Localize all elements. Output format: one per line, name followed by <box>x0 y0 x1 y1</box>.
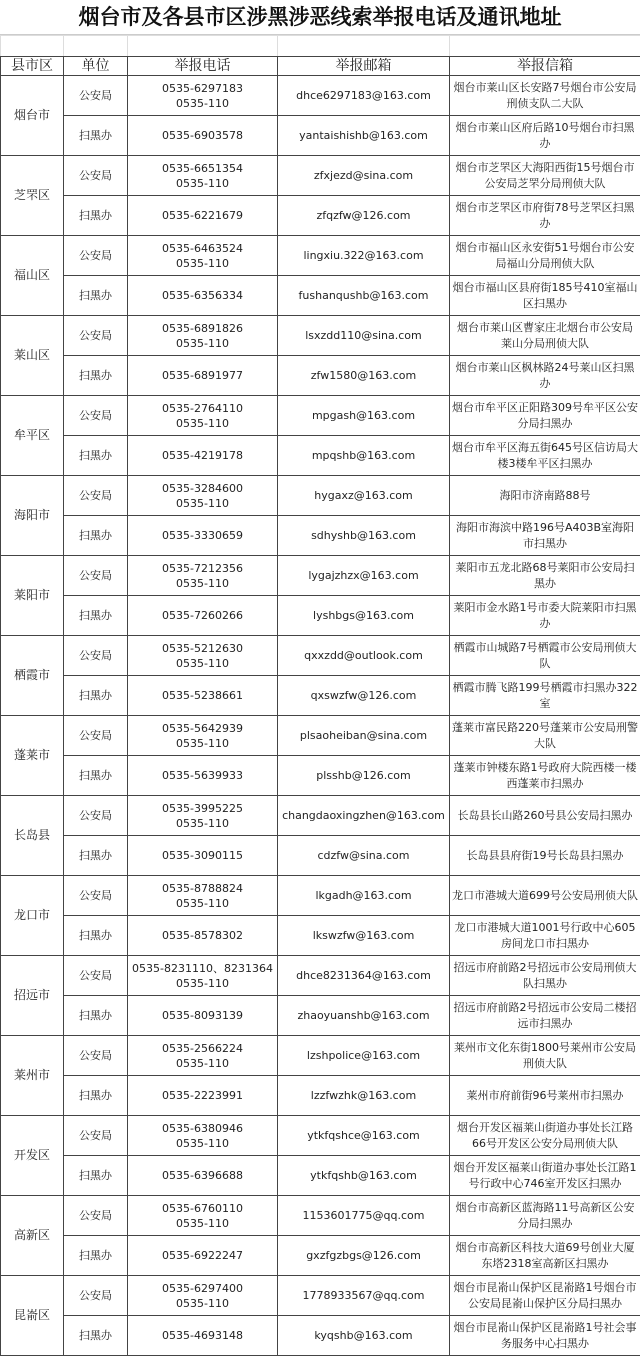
county-cell: 开发区 <box>1 1116 64 1196</box>
phone-number[interactable]: 0535-6356334 <box>130 288 275 303</box>
phone-number[interactable]: 0535-110 <box>130 1136 275 1151</box>
phone-number[interactable]: 0535-110 <box>130 256 275 271</box>
phone-number[interactable]: 0535-6891826 <box>130 321 275 336</box>
unit-cell: 公安局 <box>64 316 128 356</box>
address-cell: 烟台市高新区科技大道69号创业大厦东塔2318室高新区扫黑办 <box>450 1236 640 1276</box>
phone-number[interactable]: 0535-7212356 <box>130 561 275 576</box>
phone-number[interactable]: 0535-5238661 <box>130 688 275 703</box>
email-cell[interactable]: qxswzfw@126.com <box>278 676 450 716</box>
phone-cell <box>128 796 278 836</box>
county-cell: 昆嵛区 <box>1 1276 64 1356</box>
county-cell: 莱州市 <box>1 1036 64 1116</box>
address-cell: 烟台市莱山区枫林路24号莱山区扫黑办 <box>450 356 640 396</box>
email-cell[interactable]: plsaoheiban@sina.com <box>278 716 450 756</box>
phone-cell <box>128 1236 278 1276</box>
unit-cell: 公安局 <box>64 636 128 676</box>
phone-cell <box>128 956 278 996</box>
county-cell: 蓬莱市 <box>1 716 64 796</box>
address-cell: 烟台开发区福莱山街道办事处长江路1号行政中心746室开发区扫黑办 <box>450 1156 640 1196</box>
email-cell[interactable]: zfw1580@163.com <box>278 356 450 396</box>
table-row <box>1 756 640 796</box>
email-cell[interactable]: lyshbgs@163.com <box>278 596 450 636</box>
address-cell: 龙口市港城大道1001号行政中心605房间龙口市扫黑办 <box>450 916 640 956</box>
table-row <box>1 236 640 276</box>
table-row <box>1 196 640 236</box>
phone-cell <box>128 1076 278 1116</box>
unit-cell: 公安局 <box>64 1116 128 1156</box>
phone-number[interactable]: 0535-5639933 <box>130 768 275 783</box>
county-cell: 福山区 <box>1 236 64 316</box>
email-cell[interactable]: hygaxz@163.com <box>278 476 450 516</box>
phone-number[interactable]: 0535-110 <box>130 176 275 191</box>
address-cell: 烟台市牟平区正阳路309号牟平区公安分局扫黑办 <box>450 396 640 436</box>
email-cell[interactable]: sdhyshb@163.com <box>278 516 450 556</box>
phone-cell <box>128 916 278 956</box>
table-row <box>1 556 640 596</box>
table-row <box>1 916 640 956</box>
table-row <box>1 956 640 996</box>
unit-cell: 扫黑办 <box>64 1076 128 1116</box>
phone-number[interactable]: 0535-110 <box>130 736 275 751</box>
unit-cell: 公安局 <box>64 396 128 436</box>
phone-cell <box>128 156 278 196</box>
address-cell: 烟台市昆嵛山保护区昆嵛路1号烟台市公安局昆嵛山保护区分局扫黑办 <box>450 1276 640 1316</box>
table-row <box>1 316 640 356</box>
phone-number[interactable]: 0535-5642939 <box>130 721 275 736</box>
table-row <box>1 676 640 716</box>
phone-cell <box>128 516 278 556</box>
table-row <box>1 1236 640 1276</box>
table-row <box>1 1316 640 1356</box>
phone-number[interactable]: 0535-110 <box>130 656 275 671</box>
phone-number[interactable]: 0535-6891977 <box>130 368 275 383</box>
email-cell[interactable]: lzshpolice@163.com <box>278 1036 450 1076</box>
table-row <box>1 476 640 516</box>
email-cell[interactable]: ytkfqshce@163.com <box>278 1116 450 1156</box>
unit-cell: 扫黑办 <box>64 516 128 556</box>
phone-cell <box>128 1276 278 1316</box>
phone-number[interactable]: 0535-110 <box>130 1296 275 1311</box>
phone-cell <box>128 476 278 516</box>
unit-cell: 公安局 <box>64 796 128 836</box>
email-cell[interactable]: 1778933567@qq.com <box>278 1276 450 1316</box>
email-cell[interactable]: zhaoyuanshb@163.com <box>278 996 450 1036</box>
phone-number[interactable]: 0535-110 <box>130 1056 275 1071</box>
unit-cell: 公安局 <box>64 956 128 996</box>
email-cell[interactable]: mpgash@163.com <box>278 396 450 436</box>
phone-number[interactable]: 0535-6922247 <box>130 1248 275 1263</box>
phone-number[interactable]: 0535-8578302 <box>130 928 275 943</box>
phone-number[interactable]: 0535-3284600 <box>130 481 275 496</box>
table-row <box>1 396 640 436</box>
email-cell[interactable]: mpqshb@163.com <box>278 436 450 476</box>
phone-number[interactable]: 0535-6221679 <box>130 208 275 223</box>
phone-number[interactable]: 0535-2764110 <box>130 401 275 416</box>
address-cell: 烟台市高新区蓝海路11号高新区公安分局扫黑办 <box>450 1196 640 1236</box>
phone-cell <box>128 116 278 156</box>
address-cell: 栖霞市腾飞路199号栖霞市扫黑办322室 <box>450 676 640 716</box>
phone-cell <box>128 236 278 276</box>
phone-cell <box>128 636 278 676</box>
table-row <box>1 1276 640 1316</box>
phone-cell <box>128 396 278 436</box>
unit-cell: 扫黑办 <box>64 916 128 956</box>
table-row <box>1 796 640 836</box>
header-county: 县市区 <box>1 57 64 76</box>
address-cell: 招远市府前路2号招远市公安局二楼招远市扫黑办 <box>450 996 640 1036</box>
email-cell[interactable]: plsshb@126.com <box>278 756 450 796</box>
phone-cell <box>128 1036 278 1076</box>
county-cell: 招远市 <box>1 956 64 1036</box>
address-cell: 莱阳市五龙北路68号莱阳市公安局扫黑办 <box>450 556 640 596</box>
unit-cell: 扫黑办 <box>64 1236 128 1276</box>
address-cell: 龙口市港城大道699号公安局刑侦大队 <box>450 876 640 916</box>
address-cell: 蓬莱市富民路220号蓬莱市公安局刑警大队 <box>450 716 640 756</box>
phone-cell <box>128 436 278 476</box>
phone-cell <box>128 716 278 756</box>
unit-cell: 公安局 <box>64 1036 128 1076</box>
phone-number[interactable]: 0535-8093139 <box>130 1008 275 1023</box>
table-row <box>1 1156 640 1196</box>
email-cell[interactable]: yantaishishb@163.com <box>278 116 450 156</box>
email-cell[interactable]: qxxzdd@outlook.com <box>278 636 450 676</box>
email-cell[interactable]: lkswzfw@163.com <box>278 916 450 956</box>
address-cell: 栖霞市山城路7号栖霞市公安局刑侦大队 <box>450 636 640 676</box>
email-cell[interactable]: ytkfqshb@163.com <box>278 1156 450 1196</box>
email-cell[interactable]: changdaoxingzhen@163.com <box>278 796 450 836</box>
header-address: 举报信箱 <box>450 57 640 76</box>
page-title: 烟台市及各县市区涉黑涉恶线索举报电话及通讯地址 <box>0 0 640 35</box>
address-cell: 烟台开发区福莱山街道办事处长江路66号开发区公安分局刑侦大队 <box>450 1116 640 1156</box>
phone-number[interactable]: 0535-5212630 <box>130 641 275 656</box>
email-cell[interactable]: gxzfgzbgs@126.com <box>278 1236 450 1276</box>
county-cell: 烟台市 <box>1 76 64 156</box>
table-row <box>1 356 640 396</box>
email-cell[interactable]: zfxjezd@sina.com <box>278 156 450 196</box>
address-cell: 烟台市芝罘区市府街78号芝罘区扫黑办 <box>450 196 640 236</box>
phone-number[interactable]: 0535-7260266 <box>130 608 275 623</box>
phone-number[interactable]: 0535-110 <box>130 416 275 431</box>
phone-cell <box>128 196 278 236</box>
table-row <box>1 876 640 916</box>
county-cell: 莱山区 <box>1 316 64 396</box>
unit-cell: 扫黑办 <box>64 356 128 396</box>
county-cell: 栖霞市 <box>1 636 64 716</box>
phone-cell <box>128 836 278 876</box>
county-cell: 长岛县 <box>1 796 64 876</box>
unit-cell: 扫黑办 <box>64 116 128 156</box>
unit-cell: 扫黑办 <box>64 276 128 316</box>
address-cell: 莱阳市金水路1号市委大院莱阳市扫黑办 <box>450 596 640 636</box>
unit-cell: 公安局 <box>64 76 128 116</box>
report-contacts-table <box>0 35 640 1356</box>
email-cell[interactable]: lkgadh@163.com <box>278 876 450 916</box>
email-cell[interactable]: dhce6297183@163.com <box>278 76 450 116</box>
header-phone: 举报电话 <box>128 57 278 76</box>
phone-cell <box>128 996 278 1036</box>
phone-cell <box>128 876 278 916</box>
phone-number[interactable]: 0535-3090115 <box>130 848 275 863</box>
address-cell: 烟台市福山区永安街51号烟台市公安局福山分局刑侦大队 <box>450 236 640 276</box>
phone-cell <box>128 276 278 316</box>
phone-cell <box>128 316 278 356</box>
phone-number[interactable]: 0535-6651354 <box>130 161 275 176</box>
phone-cell <box>128 356 278 396</box>
phone-cell <box>128 676 278 716</box>
phone-cell <box>128 556 278 596</box>
unit-cell: 扫黑办 <box>64 756 128 796</box>
phone-cell <box>128 1116 278 1156</box>
address-cell: 海阳市海滨中路196号A403B室海阳市扫黑办 <box>450 516 640 556</box>
email-cell[interactable]: lzzfwzhk@163.com <box>278 1076 450 1116</box>
phone-cell <box>128 596 278 636</box>
address-cell: 海阳市济南路88号 <box>450 476 640 516</box>
email-cell[interactable]: kyqshb@163.com <box>278 1316 450 1356</box>
phone-number[interactable]: 0535-3995225 <box>130 801 275 816</box>
address-cell: 蓬莱市钟楼东路1号政府大院西楼一楼西蓬莱市扫黑办 <box>450 756 640 796</box>
unit-cell: 公安局 <box>64 1276 128 1316</box>
email-cell[interactable]: lsxzdd110@sina.com <box>278 316 450 356</box>
table-row <box>1 156 640 196</box>
unit-cell: 扫黑办 <box>64 1156 128 1196</box>
phone-number[interactable]: 0535-6297400 <box>130 1281 275 1296</box>
phone-cell <box>128 1156 278 1196</box>
phone-number[interactable]: 0535-110 <box>130 1216 275 1231</box>
address-cell: 长岛县长山路260号县公安局扫黑办 <box>450 796 640 836</box>
email-cell[interactable]: lygajzhzx@163.com <box>278 556 450 596</box>
phone-number[interactable]: 0535-6380946 <box>130 1121 275 1136</box>
unit-cell: 扫黑办 <box>64 836 128 876</box>
unit-cell: 扫黑办 <box>64 676 128 716</box>
table-row <box>1 996 640 1036</box>
unit-cell: 扫黑办 <box>64 596 128 636</box>
table-row <box>1 1076 640 1116</box>
table-row <box>1 596 640 636</box>
unit-cell: 公安局 <box>64 556 128 596</box>
blank-row <box>1 36 640 57</box>
unit-cell: 公安局 <box>64 716 128 756</box>
phone-number[interactable]: 0535-6903578 <box>130 128 275 143</box>
phone-number[interactable]: 0535-110 <box>130 896 275 911</box>
email-cell[interactable]: cdzfw@sina.com <box>278 836 450 876</box>
county-cell: 芝罘区 <box>1 156 64 236</box>
table-row <box>1 1036 640 1076</box>
phone-number[interactable]: 0535-110 <box>130 336 275 351</box>
table-row <box>1 116 640 156</box>
phone-number[interactable]: 0535-3330659 <box>130 528 275 543</box>
phone-cell <box>128 756 278 796</box>
address-cell: 烟台市芝罘区大海阳西街15号烟台市公安局芝罘分局刑侦大队 <box>450 156 640 196</box>
unit-cell: 公安局 <box>64 156 128 196</box>
phone-number[interactable]: 0535-110 <box>130 96 275 111</box>
address-cell: 莱州市文化东街1800号莱州市公安局刑侦大队 <box>450 1036 640 1076</box>
header-email: 举报邮箱 <box>278 57 450 76</box>
address-cell: 烟台市莱山区曹家庄北烟台市公安局莱山分局刑侦大队 <box>450 316 640 356</box>
unit-cell: 扫黑办 <box>64 1316 128 1356</box>
unit-cell: 公安局 <box>64 1196 128 1236</box>
table-row <box>1 436 640 476</box>
address-cell: 烟台市莱山区府后路10号烟台市扫黑办 <box>450 116 640 156</box>
unit-cell: 扫黑办 <box>64 196 128 236</box>
table-row <box>1 836 640 876</box>
unit-cell: 扫黑办 <box>64 996 128 1036</box>
county-cell: 高新区 <box>1 1196 64 1276</box>
phone-number[interactable]: 0535-6396688 <box>130 1168 275 1183</box>
header-row <box>1 57 640 76</box>
email-cell[interactable]: lingxiu.322@163.com <box>278 236 450 276</box>
address-cell: 烟台市莱山区长安路7号烟台市公安局刑侦支队二大队 <box>450 76 640 116</box>
email-cell[interactable]: zfqzfw@126.com <box>278 196 450 236</box>
phone-cell <box>128 1316 278 1356</box>
address-cell: 烟台市福山区县府街185号410室福山区扫黑办 <box>450 276 640 316</box>
phone-number[interactable]: 0535-4693148 <box>130 1328 275 1343</box>
address-cell: 招远市府前路2号招远市公安局刑侦大队扫黑办 <box>450 956 640 996</box>
email-cell[interactable]: 1153601775@qq.com <box>278 1196 450 1236</box>
county-cell: 海阳市 <box>1 476 64 556</box>
phone-cell <box>128 1196 278 1236</box>
unit-cell: 公安局 <box>64 236 128 276</box>
table-row <box>1 716 640 756</box>
phone-number[interactable]: 0535-110 <box>130 816 275 831</box>
unit-cell: 公安局 <box>64 876 128 916</box>
phone-number[interactable]: 0535-110 <box>130 976 275 991</box>
county-cell: 莱阳市 <box>1 556 64 636</box>
phone-number[interactable]: 0535-110 <box>130 576 275 591</box>
address-cell: 烟台市牟平区海五街645号区信访局大楼3楼牟平区扫黑办 <box>450 436 640 476</box>
phone-number[interactable]: 0535-8788824 <box>130 881 275 896</box>
county-cell: 牟平区 <box>1 396 64 476</box>
unit-cell: 扫黑办 <box>64 436 128 476</box>
table-row <box>1 1116 640 1156</box>
address-cell: 长岛县县府街19号长岛县扫黑办 <box>450 836 640 876</box>
phone-number[interactable]: 0535-110 <box>130 496 275 511</box>
phone-number[interactable]: 0535-6760110 <box>130 1201 275 1216</box>
table-row <box>1 76 640 116</box>
header-unit: 单位 <box>64 57 128 76</box>
email-cell[interactable]: dhce8231364@163.com <box>278 956 450 996</box>
phone-number[interactable]: 0535-4219178 <box>130 448 275 463</box>
phone-number[interactable]: 0535-2566224 <box>130 1041 275 1056</box>
unit-cell: 公安局 <box>64 476 128 516</box>
phone-number[interactable]: 0535-8231110、8231364 <box>130 961 275 976</box>
address-cell: 莱州市府前街96号莱州市扫黑办 <box>450 1076 640 1116</box>
address-cell: 烟台市昆嵛山保护区昆嵛路1号社会事务服务中心扫黑办 <box>450 1316 640 1356</box>
phone-number[interactable]: 0535-6463524 <box>130 241 275 256</box>
table-row <box>1 1196 640 1236</box>
phone-number[interactable]: 0535-2223991 <box>130 1088 275 1103</box>
email-cell[interactable]: fushanqushb@163.com <box>278 276 450 316</box>
table-row <box>1 636 640 676</box>
phone-number[interactable]: 0535-6297183 <box>130 81 275 96</box>
table-row <box>1 516 640 556</box>
table-row <box>1 276 640 316</box>
county-cell: 龙口市 <box>1 876 64 956</box>
phone-cell <box>128 76 278 116</box>
